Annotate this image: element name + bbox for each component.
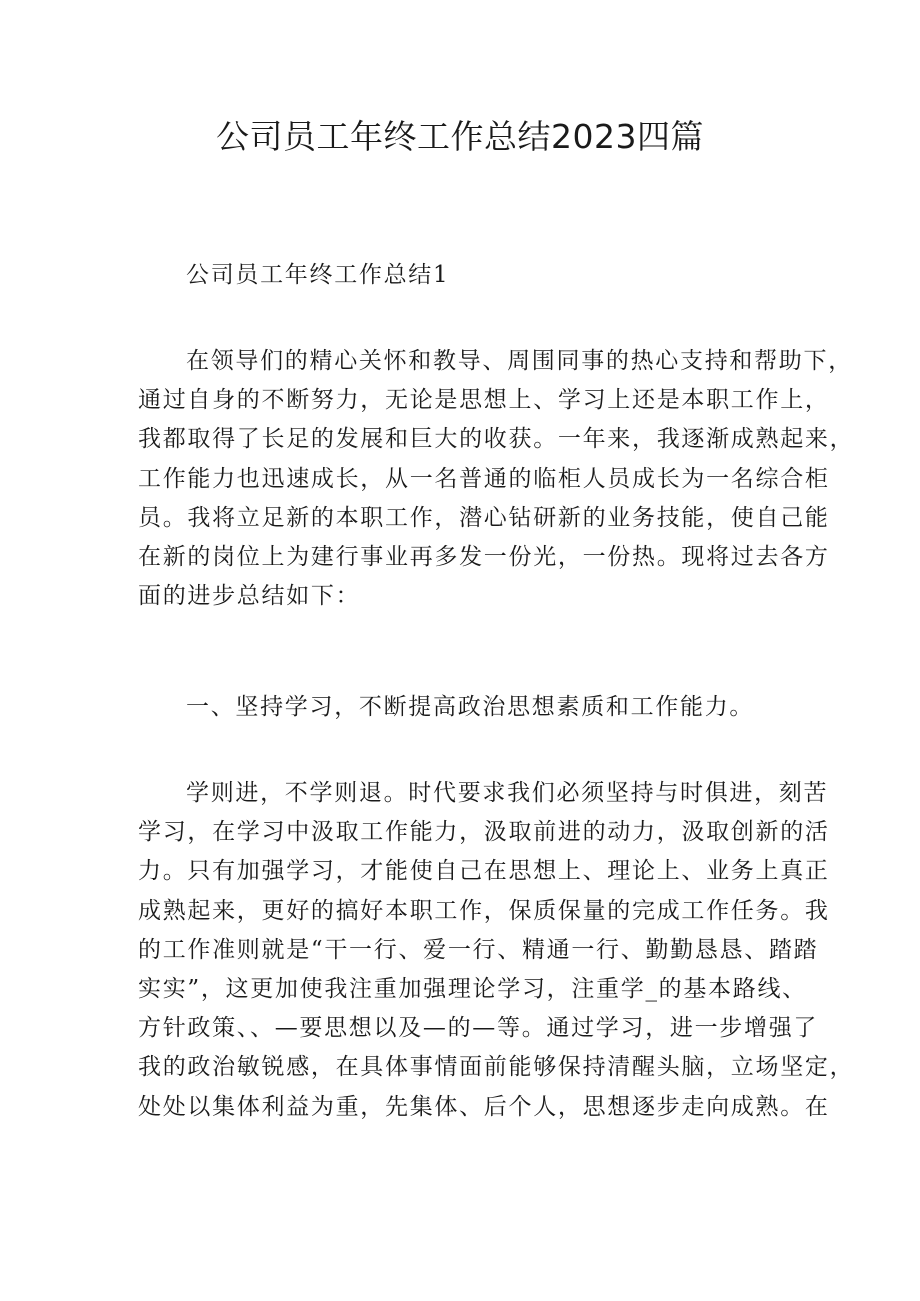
paragraph-line: 工作能力也迅速成长，从一名普通的临柜人员成长为一名综合柜 [138, 465, 830, 492]
paragraph-line: 我的政治敏锐感，在具体事情面前能够保持清醒头脑，立场坚定， [138, 1054, 855, 1081]
section-heading: 一、坚持学习，不断提高政治思想素质和工作能力。 [186, 694, 755, 720]
document-title: 公司员工年终工作总结2023四篇 [216, 117, 704, 156]
paragraph-line: 方针政策、、—要思想以及—的—等。通过学习，进一步增强了 [138, 1015, 819, 1042]
paragraph-line: 实实”，这更加使我注重加强理论学习，注重学_的基本路线、 [138, 976, 807, 1003]
paragraph-line: 处处以集体利益为重，先集体、后个人，思想逐步走向成熟。在 [138, 1093, 830, 1120]
paragraph-line: 我都取得了长足的发展和巨大的收获。一年来，我逐渐成熟起来， [138, 426, 855, 453]
paragraph-line: 通过自身的不断努力，无论是思想上、学习上还是本职工作上， [138, 387, 830, 414]
paragraph-line: 在领导们的精心关怀和教导、周围同事的热心支持和帮助下， [186, 348, 853, 374]
paragraph-1 [138, 342, 855, 616]
paragraph-line: 力。只有加强学习，才能使自己在思想上、理论上、业务上真正 [138, 858, 830, 885]
paragraph-line: 学习，在学习中汲取工作能力，汲取前进的动力，汲取创新的活 [138, 819, 830, 846]
paragraph-line: 员。我将立足新的本职工作，潜心钻研新的业务技能，使自己能 [138, 504, 830, 531]
paragraph-line: 成熟起来，更好的搞好本职工作，保质保量的完成工作任务。我 [138, 897, 830, 924]
paragraph-line: 面的进步总结如下： [138, 583, 361, 610]
paragraph-line: 在新的岗位上为建行事业再多发一份光，一份热。现将过去各方 [138, 544, 830, 571]
subtitle-heading: 公司员工年终工作总结1 [186, 262, 450, 288]
paragraph-line: 的工作准则就是“干一行、爱一行、精通一行、勤勤恳恳、踏踏 [138, 936, 819, 963]
paragraph-2 [138, 774, 855, 1127]
paragraph-line: 学则进，不学则退。时代要求我们必须坚持与时俱进，刻苦 [186, 780, 829, 806]
